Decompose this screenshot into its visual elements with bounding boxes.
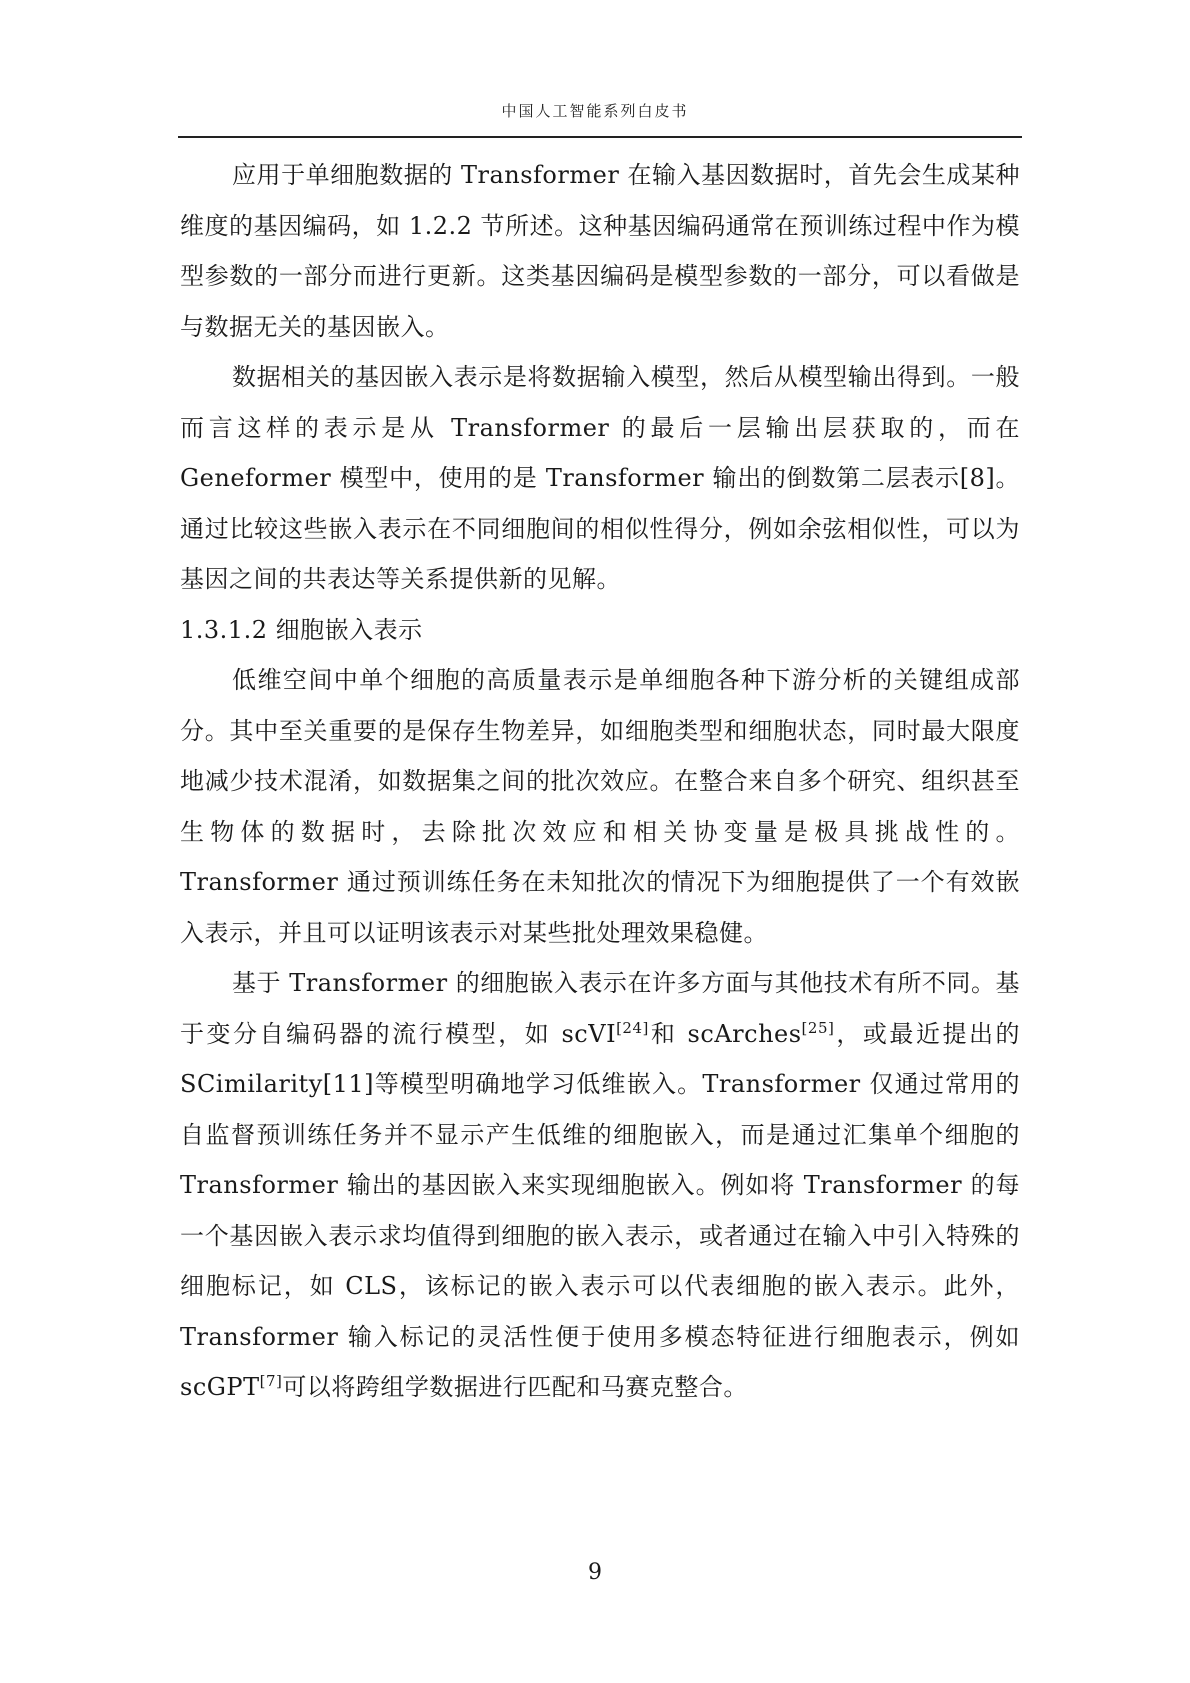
paragraph-text: ，或最近提出的 SCimilarity[11]等模型明确地学习低维嵌入。Transformer 仅通过常用的自监督预训练任务并不显示产生低维的细胞嵌入，而是通过汇集单个细胞的 Transformer 输出的基因嵌入来实现细胞嵌入。例如将 Transformer 的每一个基因嵌入表示求均值得到细胞的嵌入表示，或者通过在输入中引入特殊的细胞标记，如 CLS，该标记的嵌入表示可以代表细胞的嵌入表示。此外，Transformer 输入标记的灵活性便于使用多模态特征进行细胞表示，例如 scGPT <box>180 1019 1021 1401</box>
paragraph-cell-representation: 低维空间中单个细胞的高质量表示是单细胞各种下游分析的关键组成部分。其中至关重要的是保存生物差异，如细胞类型和细胞状态，同时最大限度地减少技术混淆，如数据集之间的批次效应。在整合来自多个研究、组织甚至生物体的数据时，去除批次效应和相关协变量是极具挑战性的。Transformer 通过预训练任务在未知批次的情况下为细胞提供了一个有效嵌入表示，并且可以证明该表示对某些批处理效果稳健。 <box>180 666 1020 947</box>
page-body <box>180 150 1020 1413</box>
citation-scvi: [24] <box>616 1018 649 1037</box>
paragraph-text: 可以将跨组学数据进行匹配和马赛克整合。 <box>282 1373 748 1401</box>
paragraph-text: 和 scArches <box>648 1019 802 1048</box>
paragraph-gene-encoding: 应用于单细胞数据的 Transformer 在输入基因数据时，首先会生成某种维度的基因编码，如 1.2.2 节所述。这种基因编码通常在预训练过程中作为模型参数的一部分而进行更新。这类基因编码是模型参数的一部分，可以看做是与数据无关的基因嵌入。 <box>180 161 1020 341</box>
paragraph-text: 基于 Transformer 的细胞嵌入表示在许多方面与其他技术有所不同。基于变分自编码器的流行模型，如 scVI <box>180 969 1020 1048</box>
citation-scgpt: [7] <box>259 1372 283 1390</box>
header-divider <box>178 136 1022 138</box>
citation-scarches: [25] <box>801 1018 835 1037</box>
section-heading-cell-embedding: 1.3.1.2 细胞嵌入表示 <box>180 615 423 644</box>
paragraph-transformer-cell-embedding <box>180 958 1020 1413</box>
paragraph-data-dependent-embedding: 数据相关的基因嵌入表示是将数据输入模型，然后从模型输出得到。一般而言这样的表示是从 Transformer 的最后一层输出层获取的，而在 Geneformer 模型中，使用的是 Transformer 输出的倒数第二层表示[8]。通过比较这些嵌入表示在不同细胞间的相似性得分，例如余弦相似性，可以为基因之间的共表达等关系提供新的见解。 <box>180 363 1020 593</box>
page-number: 9 <box>588 1560 602 1585</box>
running-header-title: 中国人工智能系列白皮书 <box>501 102 689 120</box>
